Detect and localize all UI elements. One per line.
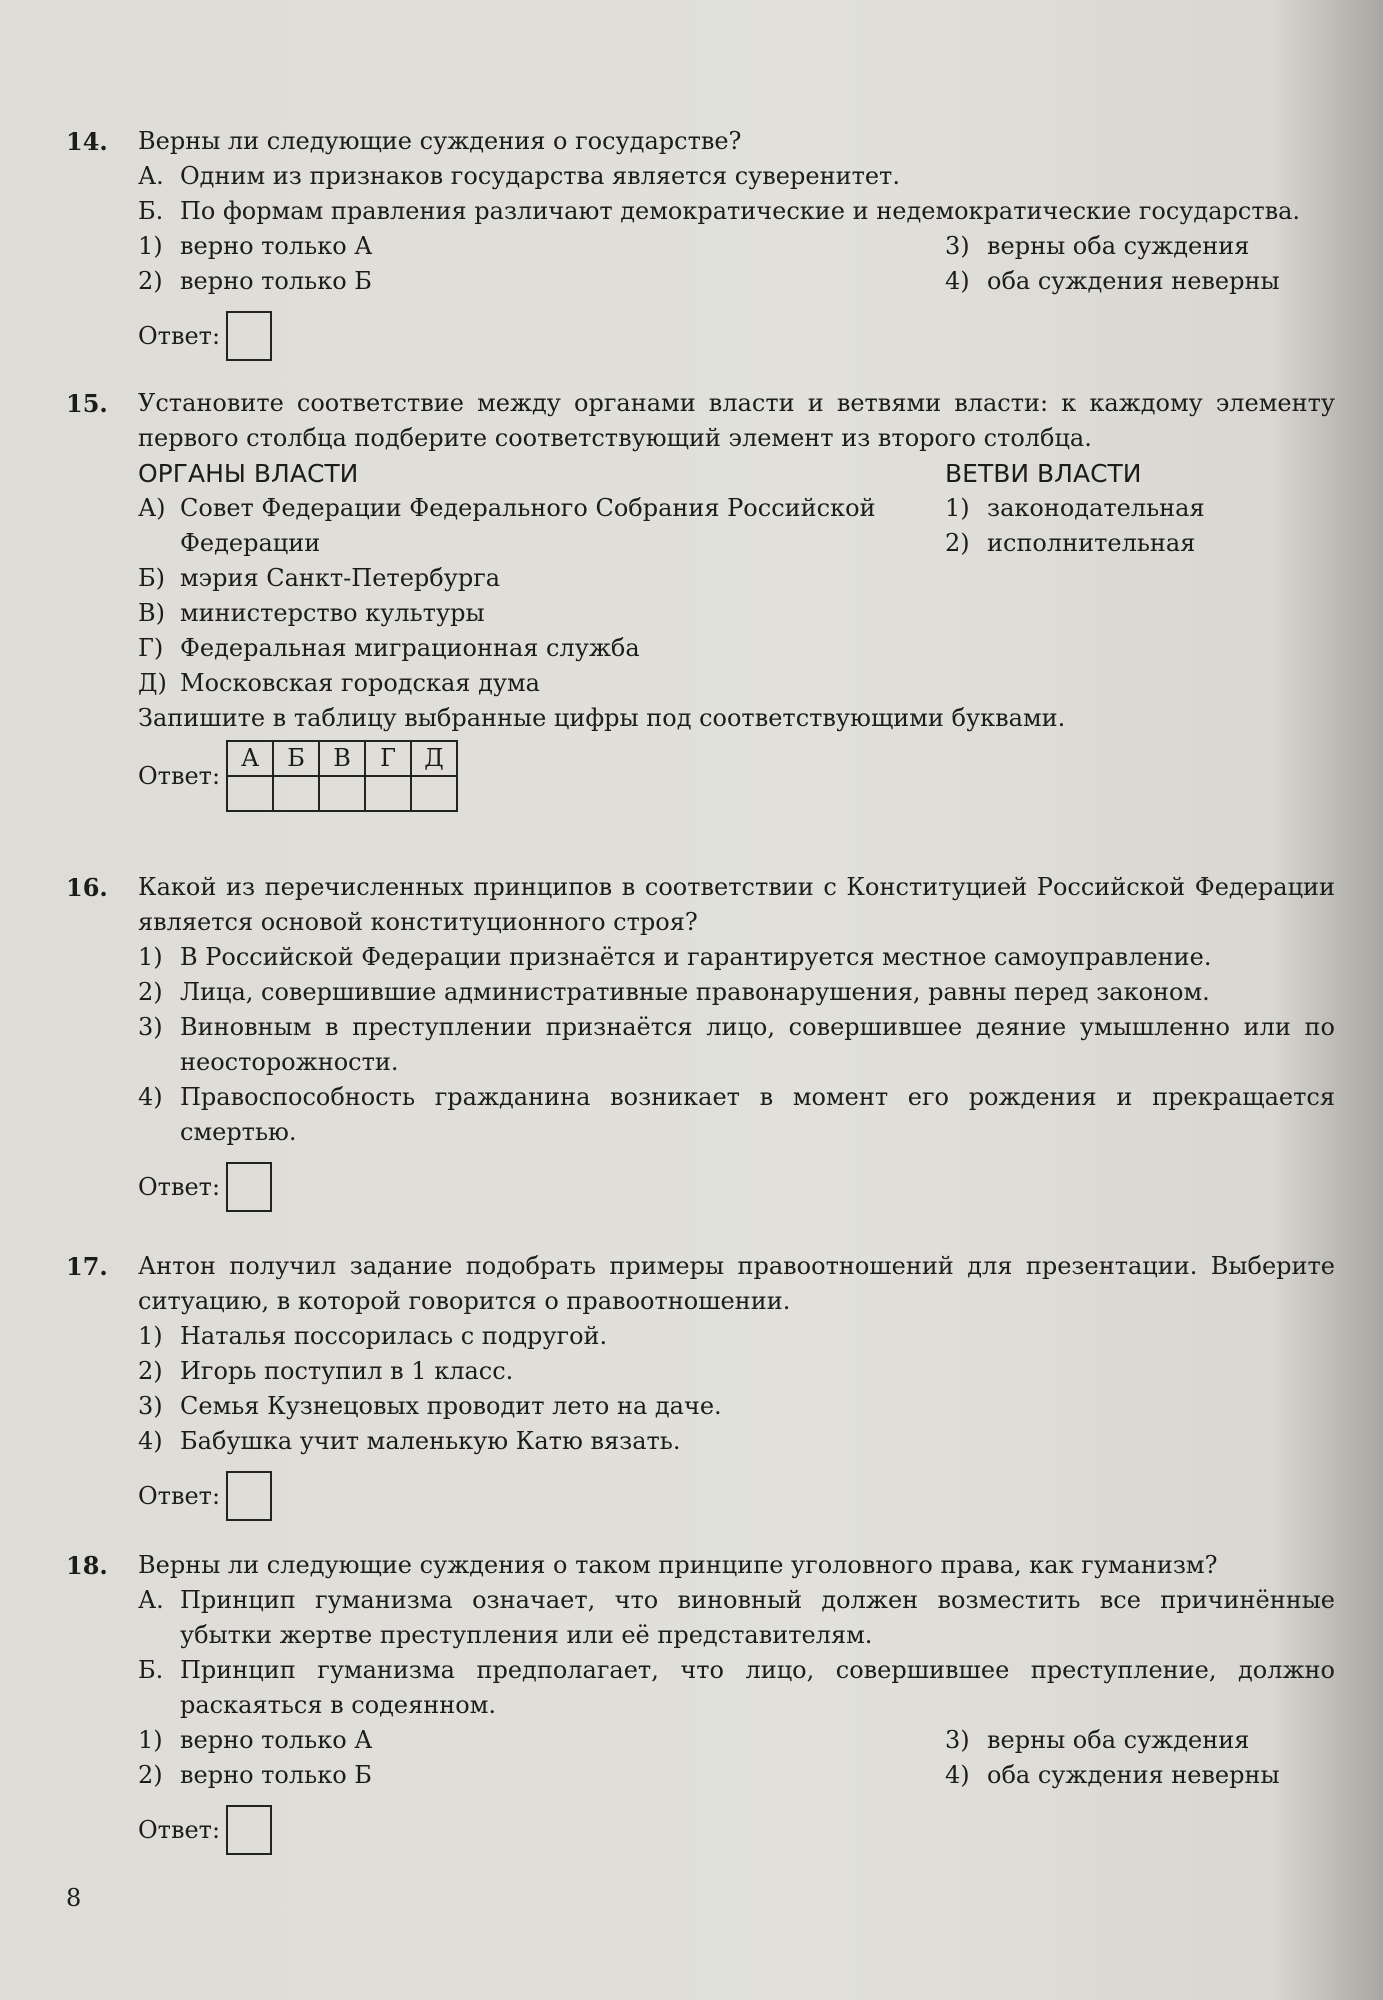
question-18	[66, 1548, 1335, 1855]
answer-box[interactable]	[226, 311, 272, 361]
table-header-cell: Г	[365, 741, 411, 776]
option[interactable]: 3) верны оба суждения	[945, 232, 1250, 260]
answer-box[interactable]	[226, 1805, 272, 1855]
option[interactable]: 1) верно только А	[138, 232, 373, 260]
answer-box[interactable]	[226, 1471, 272, 1521]
answer-label: Ответ:	[138, 1172, 221, 1201]
statement: А. Одним из признаков государства является суверенитет.	[138, 162, 900, 190]
right-column-title: ВЕТВИ ВЛАСТИ	[945, 459, 1142, 488]
question-number: 14.	[66, 127, 108, 156]
table-header-cell: А	[227, 741, 273, 776]
answer-row	[138, 311, 1335, 361]
answer-options	[138, 1723, 1335, 1793]
option[interactable]: 2) верно только Б	[138, 1761, 372, 1789]
answer-cell[interactable]	[411, 776, 457, 811]
table-header-cell: Б	[273, 741, 319, 776]
question-text: Антон получил задание подобрать примеры правоотношений для презентации. Выберите ситуацию, в которой говорится о правоотношении.	[138, 1252, 1335, 1315]
question-17	[66, 1249, 1335, 1521]
right-item: 1) законодательная	[945, 494, 1205, 522]
statement: А. Принцип гуманизма означает, что виновный должен возместить все причинённые убытки жертве преступления или её представителям.	[138, 1586, 1335, 1649]
question-text: Верны ли следующие суждения о государстве?	[138, 127, 742, 155]
statement: Б. Принцип гуманизма предполагает, что лицо, совершившее преступление, должно раскаяться в содеянном.	[138, 1656, 1335, 1719]
question-number: 16.	[66, 873, 108, 902]
option[interactable]: 2) Игорь поступил в 1 класс.	[138, 1357, 514, 1385]
option[interactable]: 4) Бабушка учит маленькую Катю вязать.	[138, 1427, 681, 1455]
answer-box[interactable]	[226, 1162, 272, 1212]
question-text: Верны ли следующие суждения о таком принципе уголовного права, как гуманизм?	[138, 1551, 1218, 1579]
option[interactable]: 1) Наталья поссорилась с подругой.	[138, 1322, 608, 1350]
option[interactable]: 4) Правоспособность гражданина возникает в момент его рождения и прекращается смертью.	[138, 1083, 1335, 1146]
option[interactable]: 4) оба суждения неверны	[945, 1761, 1280, 1789]
answer-cell[interactable]	[273, 776, 319, 811]
answer-row	[138, 1805, 1335, 1855]
statement: Б. По формам правления различают демократические и недемократические государства.	[138, 197, 1301, 225]
right-column	[945, 456, 1335, 701]
matching-columns	[138, 456, 1335, 701]
option[interactable]: 2) верно только Б	[138, 267, 372, 295]
option[interactable]: 3) Семья Кузнецовых проводит лето на даче.	[138, 1392, 722, 1420]
left-column-title: ОРГАНЫ ВЛАСТИ	[138, 459, 359, 488]
answer-row	[138, 1162, 1335, 1212]
option[interactable]: 1) В Российской Федерации признаётся и гарантируется местное самоуправление.	[138, 943, 1212, 971]
table-header-cell: Д	[411, 741, 457, 776]
question-16	[66, 870, 1335, 1212]
left-column	[138, 456, 945, 701]
table-header-cell: В	[319, 741, 365, 776]
question-number: 18.	[66, 1551, 108, 1580]
question-text: Какой из перечисленных принципов в соответствии с Конституцией Российской Федерации является основой конституционного строя?	[138, 873, 1335, 936]
question-text: Установите соответствие между органами власти и ветвями власти: к каждому элементу первого столбца подберите соответствующий элемент из второго столбца.	[138, 389, 1335, 452]
instruction-text: Запишите в таблицу выбранные цифры под соответствующими буквами.	[138, 704, 1066, 732]
answer-options	[138, 229, 1335, 299]
left-item: Г) Федеральная миграционная служба	[138, 634, 640, 662]
question-15	[66, 386, 1335, 812]
question-number: 15.	[66, 389, 108, 418]
answer-row	[138, 1471, 1335, 1521]
left-item: Б) мэрия Санкт-Петербурга	[138, 564, 501, 592]
option[interactable]: 1) верно только А	[138, 1726, 373, 1754]
option[interactable]: 3) Виновным в преступлении признаётся лицо, совершившее деяние умышленно или по неосторожности.	[138, 1013, 1335, 1076]
answer-label: Ответ:	[138, 321, 221, 350]
option[interactable]: 4) оба суждения неверны	[945, 267, 1280, 295]
option[interactable]: 2) Лица, совершившие административные правонарушения, равны перед законом.	[138, 978, 1210, 1006]
answer-cell[interactable]	[227, 776, 273, 811]
page-number: 8	[66, 1884, 82, 1912]
question-number: 17.	[66, 1252, 108, 1281]
option[interactable]: 3) верны оба суждения	[945, 1726, 1250, 1754]
answer-cell[interactable]	[365, 776, 411, 811]
answer-row	[138, 740, 1335, 812]
left-item: В) министерство культуры	[138, 599, 485, 627]
answer-label: Ответ:	[138, 1481, 221, 1510]
left-item: А) Совет Федерации Федерального Собрания Российской Федерации	[138, 494, 876, 557]
answer-label: Ответ:	[138, 761, 221, 790]
answer-cell[interactable]	[319, 776, 365, 811]
right-item: 2) исполнительная	[945, 529, 1196, 557]
answer-label: Ответ:	[138, 1815, 221, 1844]
left-item: Д) Московская городская дума	[138, 669, 540, 697]
question-14	[66, 124, 1335, 361]
answer-table	[226, 740, 458, 812]
